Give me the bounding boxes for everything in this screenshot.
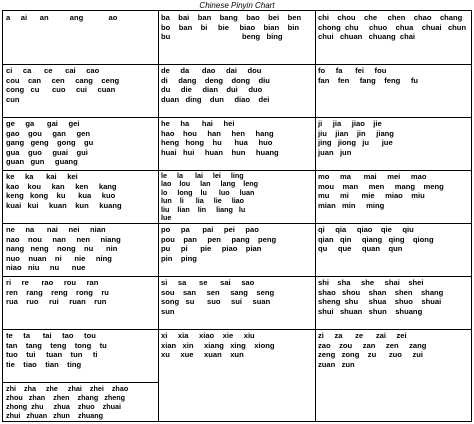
cell-a (3, 11, 158, 64)
cell-s (158, 276, 315, 329)
syllable-row: gua guo guai gui (6, 147, 88, 157)
syllable-row: nao nou nan nen niang (6, 234, 121, 244)
syllable-row: pu pi pie piao pian (161, 244, 262, 254)
syllable-row: shui shuan shun shuang (318, 306, 423, 316)
cell-r (3, 276, 158, 329)
syllable-row: pou pan pen pang peng (161, 234, 277, 244)
cell-h (158, 117, 315, 170)
syllable-row: shao shou shan shen shang (318, 287, 444, 297)
syllable-row: bo ban bi bie biao bian bin (161, 22, 299, 32)
syllable-row: zuan zun (318, 359, 355, 369)
syllable-row: ke ka kai kei (6, 172, 78, 181)
syllable-row: jing jiong ju jue (318, 138, 393, 148)
syllable-row: tan tang teng tong tu (6, 340, 107, 350)
cell-b (158, 11, 315, 64)
syllable-row: liu lian lin liang lu (161, 204, 246, 214)
syllable-row: zi za ze zai zei (318, 331, 407, 340)
syllable-row: tie tiao tian ting (6, 359, 82, 369)
syllable-row: zhou zhan zhen zhang zheng (6, 393, 125, 402)
cell-p (158, 223, 315, 276)
syllable-row: zeng zong zu zuo zui (318, 350, 424, 360)
cell-g (3, 117, 158, 170)
syllable-row: du die dian dui duo (161, 85, 263, 95)
cell-zh (3, 382, 158, 421)
syllable-row: cong cu cuo cui cuan (6, 85, 116, 95)
syllable-row: kuai kui kuan kun kuang (6, 200, 122, 210)
syllable-row: chui chuan chuang chai (318, 32, 416, 42)
syllable-row: xian xin xiang xing xiong (161, 340, 275, 350)
syllable-row: fan fen fang feng fu (318, 75, 418, 85)
syllable-row: zhi zha zhe zhai zhei zhao (6, 384, 129, 393)
pinyin-chart-table (2, 10, 472, 422)
syllable-row: cou can cen cang ceng (6, 75, 120, 85)
syllable-row: di dang deng dong diu (161, 75, 270, 85)
syllable-row: mu mi mie miao miu (318, 191, 425, 201)
syllable-row: lue (161, 213, 172, 223)
syllable-row: juan jun (318, 147, 352, 157)
cell-q (315, 223, 471, 276)
syllable-row: qu que quan qun (318, 244, 403, 254)
syllable-row: heng hong hu hua huo (161, 138, 273, 148)
syllable-row: sun (161, 306, 175, 316)
page-title: Chinese Pinyin Chart (199, 1, 275, 10)
syllable-row: song su suo sui suan (161, 297, 271, 307)
cell-f (315, 64, 471, 117)
syllable-row: bu beng bing (161, 32, 283, 42)
syllable-row: ba bai ban bang bao bei ben (161, 13, 302, 22)
syllable-row: duan ding dun diao dei (161, 94, 270, 104)
syllable-row: lun li lia lie liao (161, 196, 245, 206)
syllable-row: niao niu nu nue (6, 263, 86, 273)
syllable-row: fo fa fei fou (318, 66, 387, 75)
cell-sh (315, 276, 471, 329)
syllable-row: gao gou gan gen (6, 128, 90, 138)
syllable-row: a ai an ang ao (6, 13, 118, 22)
syllable-row: zao zou zan zen zang (318, 340, 427, 350)
cell-z (315, 329, 471, 382)
syllable-row: po pa pai pei pao (161, 225, 259, 234)
syllable-row: ri re rao rou ran (6, 278, 99, 287)
syllable-row: rua ruo rui ruan run (6, 297, 107, 307)
syllable-row: kao kou kan ken kang (6, 181, 117, 191)
cell-n (3, 223, 158, 276)
cell-l (158, 170, 315, 223)
syllable-row: shi sha she shai shei (318, 278, 424, 287)
cell-k (3, 170, 158, 223)
syllable-row: cun (6, 94, 20, 104)
syllable-row: nuo nuan ni nie ning (6, 253, 112, 263)
syllable-row: qian qin qiang qing qiong (318, 234, 434, 244)
syllable-row: sheng shu shua shuo shuai (318, 297, 442, 307)
syllable-row: mian min ming (318, 200, 385, 210)
syllable-row: zhong zhu zhua zhuo zhuai (6, 402, 121, 411)
syllable-row: hao hou han hen hang (161, 128, 274, 138)
syllable-row: jiu jian jin jiang (318, 128, 394, 138)
syllable-row: keng kong ku kua kuo (6, 191, 116, 201)
syllable-row: xu xue xuan xun (161, 350, 244, 360)
cell-x (158, 329, 315, 382)
syllable-row: ren rang reng rong ru (6, 287, 109, 297)
syllable-row: ji jia jiao jie (318, 119, 382, 128)
syllable-row: pin ping (161, 253, 197, 263)
cell-t (3, 329, 158, 382)
syllable-row: nang neng nong nu nin (6, 244, 118, 254)
cell-c (3, 64, 158, 117)
syllable-row: si sa se sai sao (161, 278, 255, 287)
cell-m (315, 170, 471, 223)
syllable-row: mou man men mang meng (318, 181, 444, 191)
syllable-row: chong chu chuo chua chuai chun (318, 22, 467, 32)
syllable-row: sou san sen sang seng (161, 287, 275, 297)
syllable-row: lo long lu luo luan (161, 187, 255, 197)
syllable-row: guan gun guang (6, 157, 78, 167)
syllable-row: tuo tui tuan tun ti (6, 350, 98, 360)
syllable-row: lao lou lan lang leng (161, 179, 259, 189)
cell-d (158, 64, 315, 117)
cell-j (315, 117, 471, 170)
syllable-row: mo ma mai mei mao (318, 172, 427, 181)
syllable-row: ge ga gai gei (6, 119, 80, 128)
cell-ch (315, 11, 471, 64)
syllable-row: de da dao dai dou (161, 66, 262, 75)
syllable-row: xi xia xiao xie xiu (161, 331, 255, 340)
syllable-row: chi chou che chen chao chang (318, 13, 463, 22)
syllable-row: huai hui huan hun huang (161, 147, 279, 157)
syllable-row: ne na nai nei nian (6, 225, 106, 234)
syllable-row: he ha hai hei (161, 119, 235, 128)
syllable-row: le la lai lei ling (161, 171, 244, 180)
syllable-row: ci ca ce cai cao (6, 66, 100, 75)
syllable-row: te ta tai tao tou (6, 331, 96, 340)
syllable-row: qi qia qiao qie qiu (318, 225, 414, 234)
syllable-row: gang geng gong gu (6, 138, 94, 148)
syllable-row: zhui zhuan zhun zhuang (6, 411, 104, 420)
